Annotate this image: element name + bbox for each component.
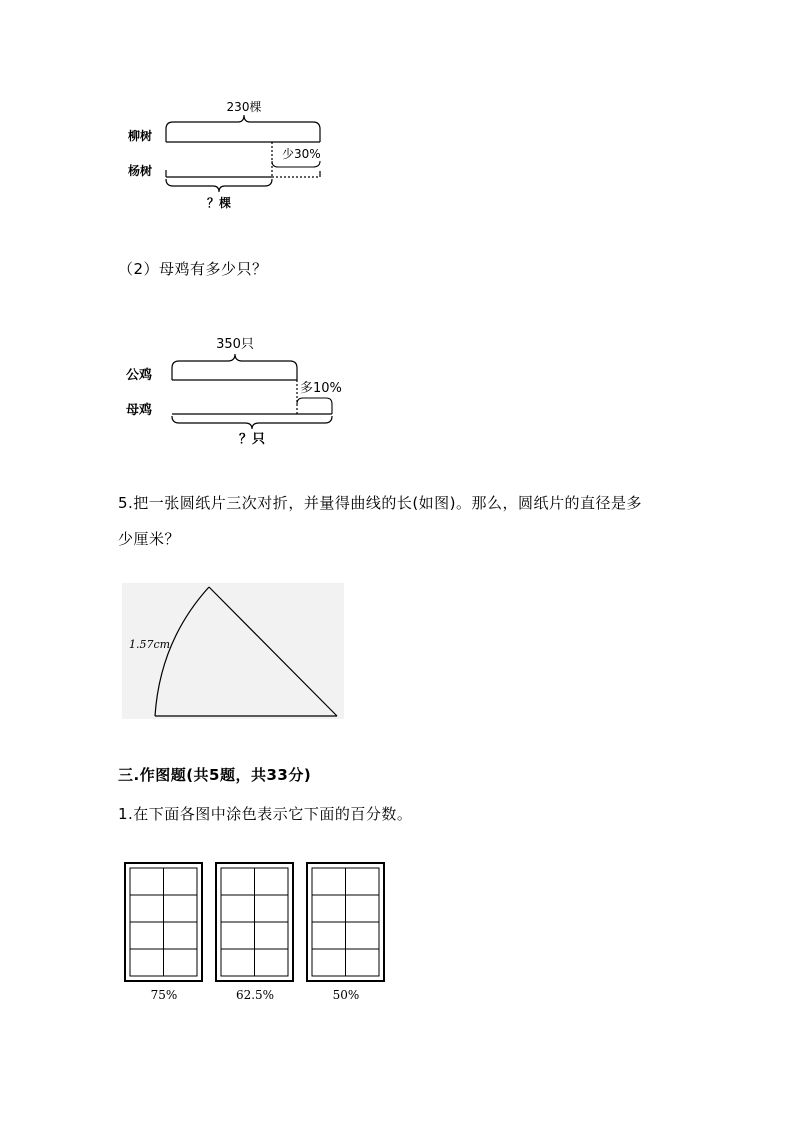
q2-text: （2）母鸡有多少只？ (118, 260, 268, 278)
top-brace (172, 354, 297, 380)
bottom-brace (172, 416, 332, 429)
bottom-brace (166, 179, 272, 192)
grid-1-percent: 75% (150, 988, 178, 1002)
tree-line-diagram (120, 95, 340, 215)
rooster-label: 公鸡 (126, 368, 153, 383)
poplar-label: 杨树 (128, 164, 153, 178)
total-label: 350只 (216, 337, 254, 352)
q5-line2: 少厘米？ (118, 530, 181, 548)
diff-brace (297, 398, 332, 414)
question-label: ？棵 (206, 196, 232, 210)
question-label: ？只 (238, 432, 266, 447)
sector-arc (155, 587, 209, 716)
q5-line1: 5.把一张圆纸片三次对折，并量得曲线的长(如图)。那么，圆纸片的直径是多 (118, 494, 643, 512)
total-label: 230棵 (226, 100, 262, 114)
grid-1[interactable] (124, 862, 204, 984)
willow-label: 柳树 (128, 129, 153, 143)
grid-2-percent: 62.5% (235, 988, 275, 1002)
top-brace (166, 115, 320, 142)
grid-3-percent: 50% (332, 988, 360, 1002)
chicken-line-diagram (120, 335, 360, 455)
sector-radius (209, 587, 337, 716)
grid-2[interactable] (215, 862, 295, 984)
diff-label: 多10% (300, 381, 342, 396)
diff-brace (272, 161, 320, 167)
section3-title: 三.作图题(共5题，共33分) (118, 766, 312, 784)
grid-3[interactable] (306, 862, 386, 984)
section3-q1-text: 1.在下面各图中涂色表示它下面的百分数。 (118, 805, 413, 823)
sector-figure (122, 583, 344, 719)
diff-label: 少30% (282, 147, 321, 161)
hen-label: 母鸡 (126, 403, 153, 418)
arc-length-label: 1.57cm (129, 638, 171, 651)
